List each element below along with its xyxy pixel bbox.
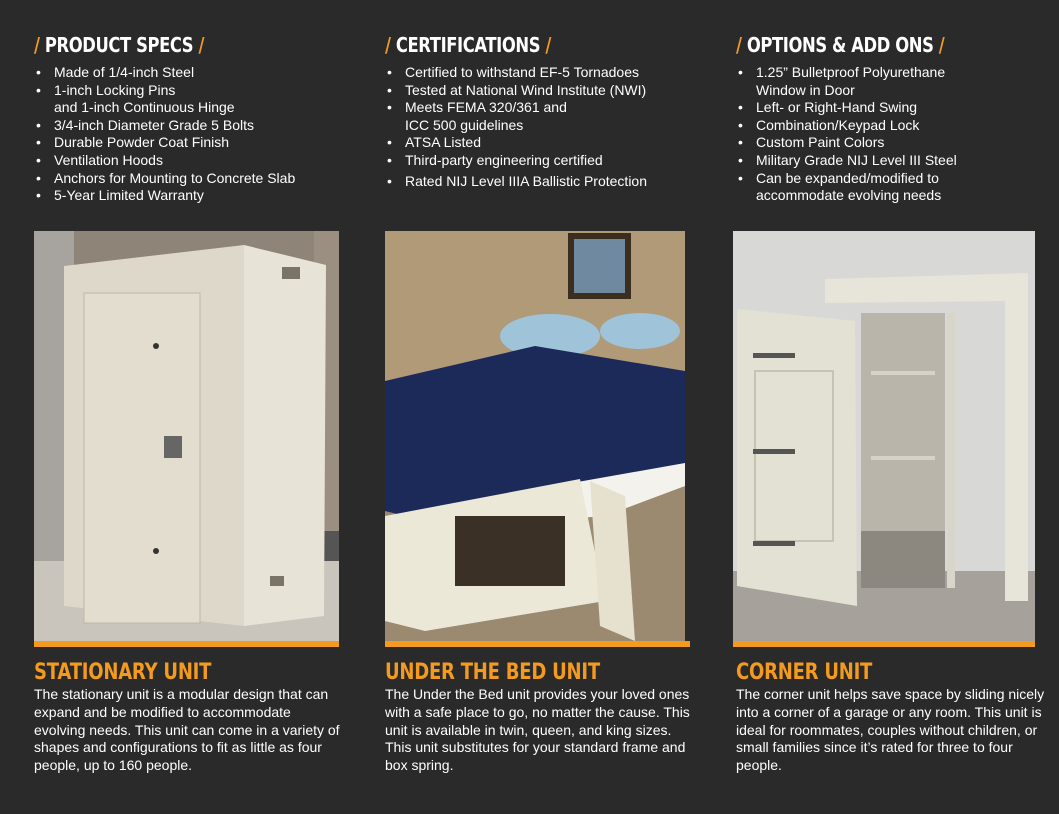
list-item: • Made of 1/4-inch Steel — [34, 64, 354, 82]
spec-list — [34, 64, 354, 205]
cert-list — [385, 64, 705, 190]
list-item: • Combination/Keypad Lock — [736, 117, 1056, 135]
unit-description: The corner unit helps save space by sliding nicely into a corner of a garage or any room. This unit is ideal for roommates, couples without children, or small families since it’s rated for three to four people. — [736, 686, 1045, 774]
under-bed-unit-photo — [385, 231, 690, 647]
list-item: • Certified to withstand EF-5 Tornadoes — [385, 64, 705, 82]
unit-title: UNDER THE BED UNIT — [385, 660, 600, 685]
list-item: • Anchors for Mounting to Concrete Slab — [34, 170, 354, 188]
section-heading: / CERTIFICATIONS / — [385, 33, 551, 57]
corner-unit-photo — [733, 231, 1035, 647]
list-item: • Third-party engineering certified — [385, 152, 705, 170]
list-item: • 5-Year Limited Warranty — [34, 187, 354, 205]
section-heading: / OPTIONS & ADD ONS / — [736, 33, 945, 57]
list-item: • Tested at National Wind Institute (NWI) — [385, 82, 705, 100]
list-item: • Can be expanded/modified to accommodate evolving needs — [736, 170, 1056, 205]
list-item: • Left- or Right-Hand Swing — [736, 99, 1056, 117]
list-item: • ATSA Listed — [385, 134, 705, 152]
list-item: • Military Grade NIJ Level III Steel — [736, 152, 1056, 170]
list-item: • Rated NIJ Level IIIA Ballistic Protection — [385, 173, 705, 191]
list-item: • 1-inch Locking Pins and 1-inch Continuous Hinge — [34, 82, 354, 117]
unit-description: The Under the Bed unit provides your loved ones with a safe place to go, no matter the cause. This unit is available in twin, queen, and king sizes. This unit substitutes for your standard frame and box spring. — [385, 686, 690, 774]
list-item: • Meets FEMA 320/361 and ICC 500 guidelines — [385, 99, 705, 134]
section-heading: / PRODUCT SPECS / — [34, 33, 205, 57]
list-item: • Durable Powder Coat Finish — [34, 134, 354, 152]
unit-title: CORNER UNIT — [736, 660, 873, 685]
list-item: • Ventilation Hoods — [34, 152, 354, 170]
list-item: • Custom Paint Colors — [736, 134, 1056, 152]
list-item: • 3/4-inch Diameter Grade 5 Bolts — [34, 117, 354, 135]
list-item: • 1.25” Bulletproof Polyurethane Window in Door — [736, 64, 1056, 99]
options-list — [736, 64, 1056, 205]
unit-title: STATIONARY UNIT — [34, 660, 212, 685]
stationary-unit-photo — [34, 231, 339, 647]
unit-description: The stationary unit is a modular design that can expand and be modified to accommodate evolving needs. This unit can come in a variety of shapes and configurations to fit as little as four people, up to 160 people. — [34, 686, 340, 774]
